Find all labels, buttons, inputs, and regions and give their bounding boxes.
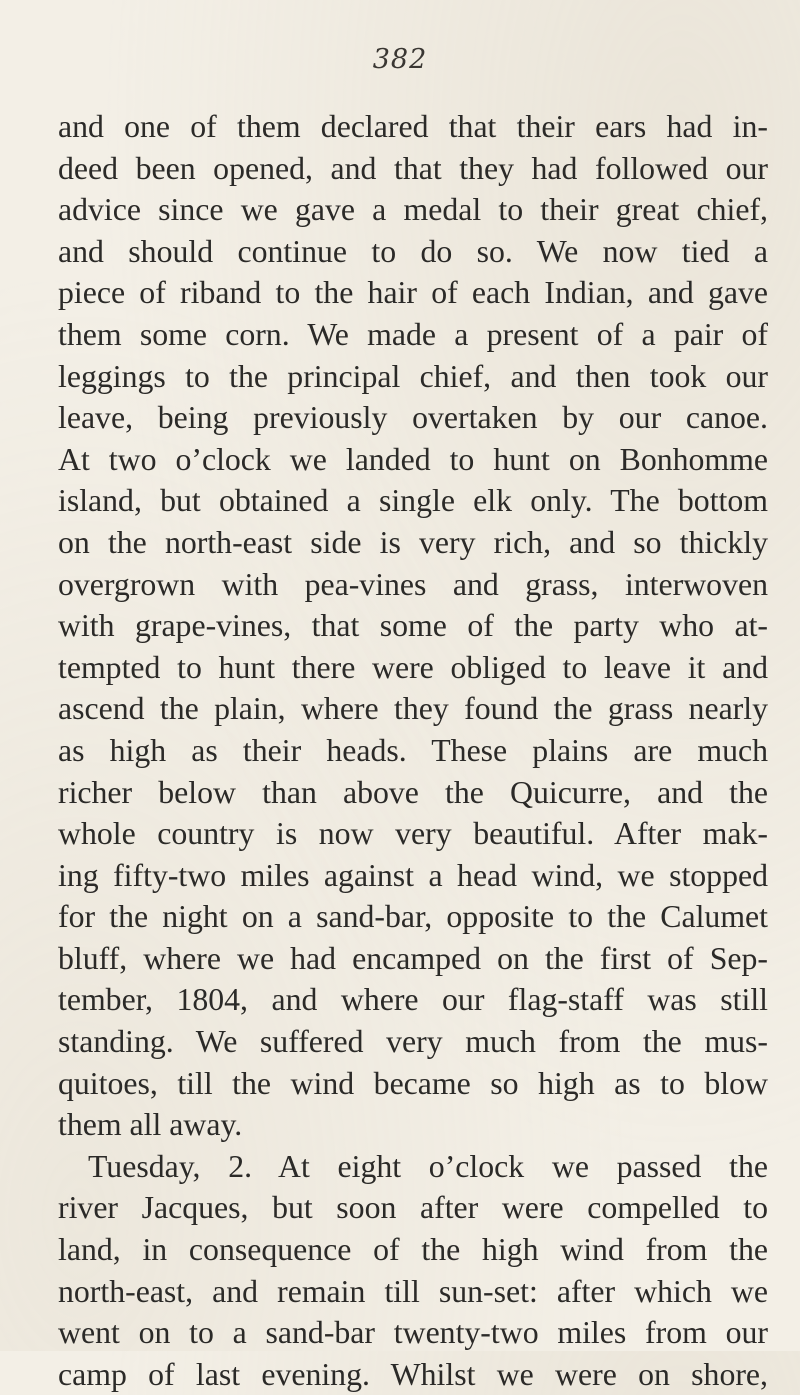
text-line: leggings to the principal chief, and then took our (58, 358, 768, 394)
paragraph-end-line: them all away. (58, 1107, 243, 1143)
text-line: as high as their heads. These plains are much (58, 732, 768, 768)
text-line: north-east, and remain till sun-set: after which we (58, 1273, 768, 1309)
text-line: standing. We suffered very much from the mus- (58, 1024, 768, 1060)
body-text (58, 106, 768, 1395)
text-line: tempted to hunt there were obliged to leave it and (58, 649, 768, 685)
text-line: piece of riband to the hair of each Indian, and gave (58, 275, 768, 311)
text-line: with grape-vines, that some of the party who at- (58, 608, 768, 644)
page-number: 382 (372, 44, 428, 75)
paragraph-start-line: Tuesday, 2. At eight o’clock we passed the (88, 1148, 768, 1184)
text-line: island, but obtained a single elk only. The bottom (58, 483, 768, 519)
text-line: deed been opened, and that they had followed our (58, 150, 768, 186)
text-line: and should continue to do so. We now tied a (58, 233, 768, 269)
text-line: bluff, where we had encamped on the first of Sep- (58, 940, 768, 976)
text-line: land, in consequence of the high wind from the (58, 1232, 768, 1268)
text-line: overgrown with pea-vines and grass, interwoven (58, 566, 768, 602)
text-line: for the night on a sand-bar, opposite to the Calumet (58, 899, 768, 935)
text-line: camp of last evening. Whilst we were on shore, (58, 1356, 768, 1392)
text-line: went on to a sand-bar twenty-two miles from our (58, 1315, 768, 1351)
text-line: richer below than above the Quicurre, and the (58, 774, 768, 810)
text-line: quitoes, till the wind became so high as to blow (58, 1065, 768, 1101)
text-line: them some corn. We made a present of a pair of (58, 316, 768, 352)
text-line: At two o’clock we landed to hunt on Bonhomme (58, 441, 768, 477)
text-line: whole country is now very beautiful. After mak- (58, 816, 768, 852)
text-line: river Jacques, but soon after were compelled to (58, 1190, 768, 1226)
text-line: advice since we gave a medal to their great chief, (58, 192, 768, 228)
text-line: tember, 1804, and where our flag-staff was still (58, 982, 768, 1018)
text-line: ascend the plain, where they found the grass nearly (58, 691, 768, 727)
text-line: leave, being previously overtaken by our canoe. (58, 400, 768, 436)
text-line: and one of them declared that their ears had in- (58, 109, 768, 144)
text-line: ing fifty-two miles against a head wind, we stopped (58, 857, 768, 893)
text-line: on the north-east side is very rich, and so thickly (58, 524, 768, 560)
